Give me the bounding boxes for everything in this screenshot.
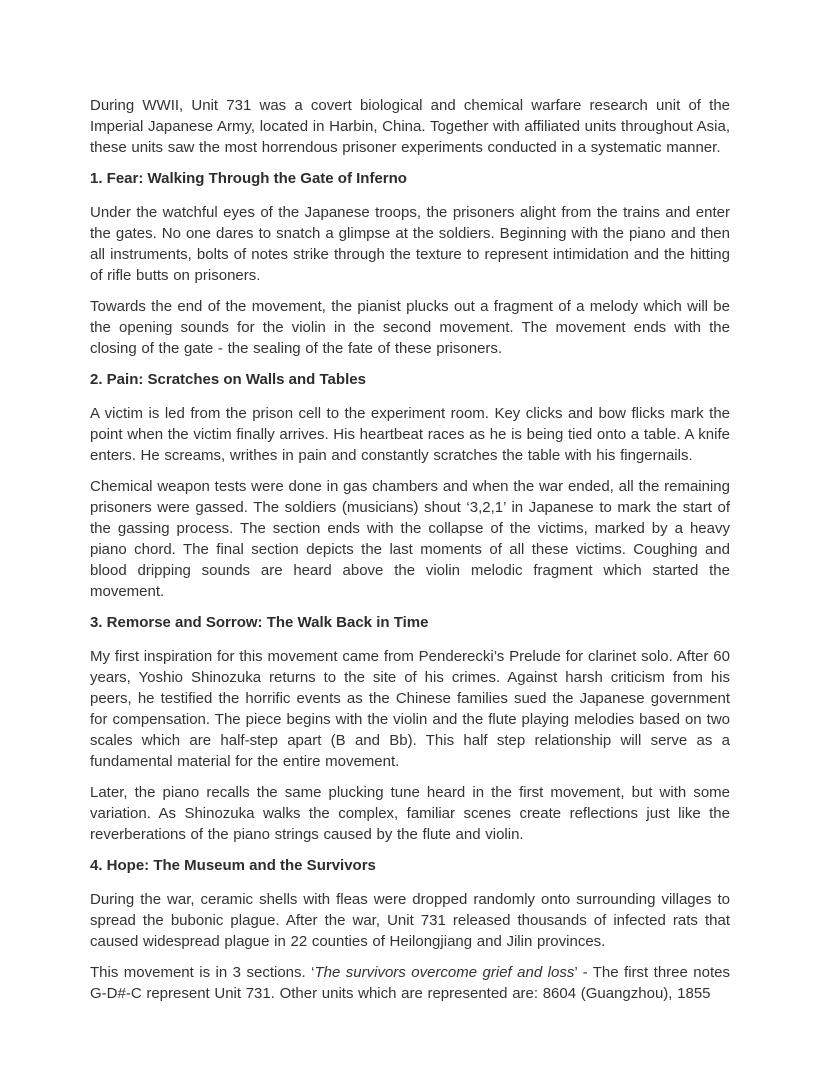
paragraph-with-italic-quote xyxy=(90,962,730,1004)
paragraph: During the war, ceramic shells with fleas were dropped randomly onto surrounding villages to spread the bubonic plague. After the war, Unit 731 released thousands of infected rats that caused widespread plague in 22 counties of Heilongjiang and Jilin provinces. xyxy=(90,891,730,950)
paragraph: Later, the piano recalls the same plucking tune heard in the first movement, but with some variation. As Shinozuka walks the complex, familiar scenes create reflections just like the reverberations of the piano strings caused by the flute and violin. xyxy=(90,784,730,843)
paragraph: Under the watchful eyes of the Japanese troops, the prisoners alight from the trains and enter the gates. No one dares to snatch a glimpse at the soldiers. Beginning with the piano and then all instruments, bolts of notes strike through the texture to represent intimidation and the hitting of rifle butts on prisoners. xyxy=(90,204,730,284)
text-segment: ’ - The first three notes G-D#-C represent Unit 731. Other units which are represented are: 8604 (Guangzhou), 1855 xyxy=(90,964,731,1002)
section-heading-hope: 4. Hope: The Museum and the Survivors xyxy=(90,857,376,874)
document-body xyxy=(90,95,730,1004)
italic-quote-segment: The survivors overcome grief and loss xyxy=(314,964,575,981)
paragraph: My first inspiration for this movement came from Penderecki’s Prelude for clarinet solo. After 60 years, Yoshio Shinozuka returns to the site of his crimes. Against harsh criticism from his peers, he testified the horrific events as the Chinese families sued the Japanese government for compensation. The piece begins with the violin and the flute playing melodies based on two scales which are half-step apart (B and Bb). This half step relationship will serve as a fundamental material for the entire movement. xyxy=(90,648,730,770)
text-segment: This movement is in 3 sections. ‘ xyxy=(90,964,315,981)
paragraph: Chemical weapon tests were done in gas chambers and when the war ended, all the remaining prisoners were gassed. The soldiers (musicians) shout ‘3,2,1’ in Japanese to mark the start of the gassing process. The section ends with the collapse of the victims, marked by a heavy piano chord. The final section depicts the last moments of all these victims. Coughing and blood dripping sounds are heard above the violin melodic fragment which started the movement. xyxy=(90,478,730,600)
section-heading-remorse: 3. Remorse and Sorrow: The Walk Back in Time xyxy=(90,614,429,631)
section-heading-fear: 1. Fear: Walking Through the Gate of Inferno xyxy=(90,170,407,187)
section-heading-pain: 2. Pain: Scratches on Walls and Tables xyxy=(90,371,366,388)
paragraph: A victim is led from the prison cell to the experiment room. Key clicks and bow flicks mark the point when the victim finally arrives. His heartbeat races as he is being tied onto a table. A knife enters. He screams, writhes in pain and constantly scratches the table with his fingernails. xyxy=(90,405,730,464)
paragraph: Towards the end of the movement, the pianist plucks out a fragment of a melody which will be the opening sounds for the violin in the second movement. The movement ends with the closing of the gate - the sealing of the fate of these prisoners. xyxy=(90,298,730,357)
intro-paragraph: During WWII, Unit 731 was a covert biological and chemical warfare research unit of the Imperial Japanese Army, located in Harbin, China. Together with affiliated units throughout Asia, these units saw the most horrendous prisoner experiments conducted in a systematic manner. xyxy=(90,97,730,156)
